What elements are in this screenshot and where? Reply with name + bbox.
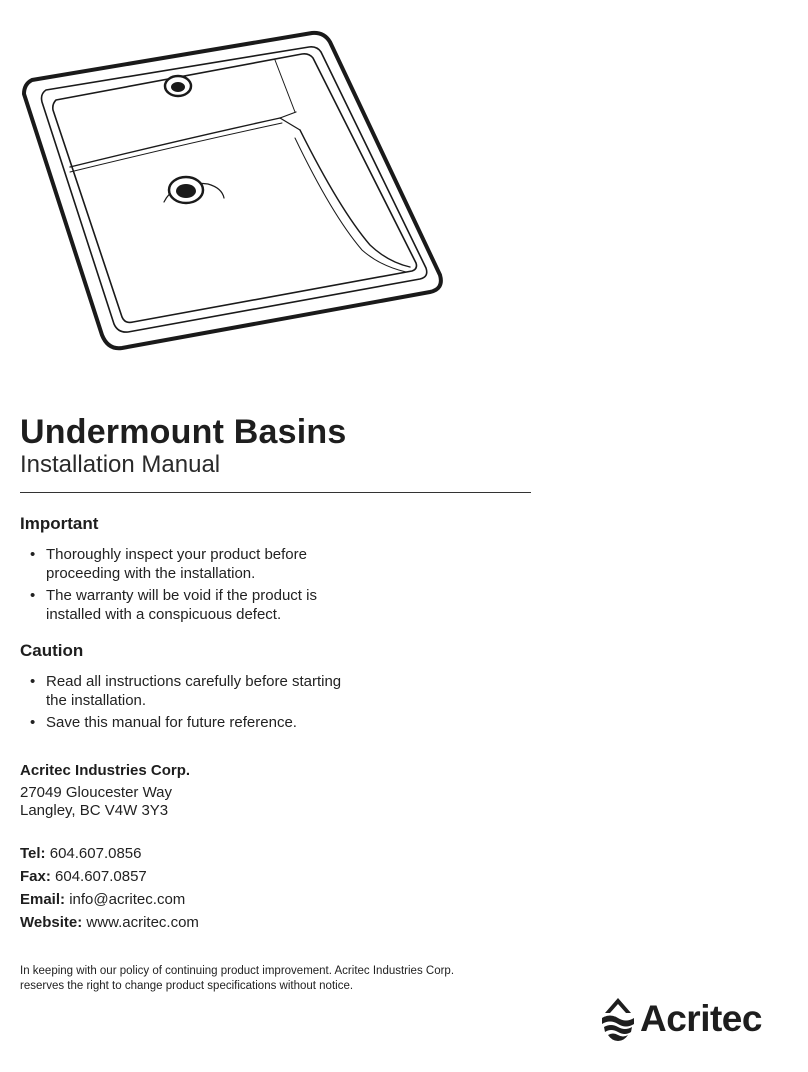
caution-heading: Caution <box>20 641 84 660</box>
fax-label: Fax: <box>20 868 51 885</box>
address-line-1: 27049 Gloucester Way <box>20 784 173 801</box>
email-row <box>20 888 199 911</box>
fax-value: 604.607.0857 <box>55 868 147 885</box>
list-item: • Save this manual for future reference. <box>20 713 360 732</box>
email-value: info@acritec.com <box>69 891 186 908</box>
caution-list <box>20 672 360 735</box>
important-heading: Important <box>20 514 99 533</box>
basin-illustration <box>10 20 450 370</box>
address-line-2: Langley, BC V4W 3Y3 <box>20 802 169 819</box>
brand-logo <box>598 994 793 1044</box>
tel-label: Tel: <box>20 845 46 862</box>
tel-row <box>20 842 199 865</box>
list-item: • Thoroughly inspect your product before proceeding with the installation. <box>20 545 360 583</box>
disclaimer-line-2: reserves the right to change product specifications without notice. <box>20 980 354 992</box>
document-subtitle: Installation Manual <box>20 451 221 478</box>
title-divider <box>20 492 531 493</box>
document-title: Undermount Basins <box>20 413 347 451</box>
fax-row <box>20 865 199 888</box>
website-label: Website: <box>20 914 83 931</box>
company-name: Acritec Industries Corp. <box>20 762 191 779</box>
email-label: Email: <box>20 891 66 908</box>
list-item: • Read all instructions carefully before starting the installation. <box>20 672 360 710</box>
tel-value: 604.607.0856 <box>49 845 142 862</box>
important-list <box>20 545 360 627</box>
water-drop-waves-icon <box>598 996 638 1042</box>
list-item: • The warranty will be void if the product is installed with a conspicuous defect. <box>20 586 360 624</box>
brand-name: Acritec <box>640 998 762 1039</box>
website-value: www.acritec.com <box>86 914 199 931</box>
disclaimer-line-1: In keeping with our policy of continuing product improvement. Acritec Industries Corp. <box>20 965 455 977</box>
company-address <box>20 784 172 820</box>
website-row <box>20 911 199 934</box>
disclaimer <box>20 964 540 994</box>
contact-info <box>20 842 199 934</box>
